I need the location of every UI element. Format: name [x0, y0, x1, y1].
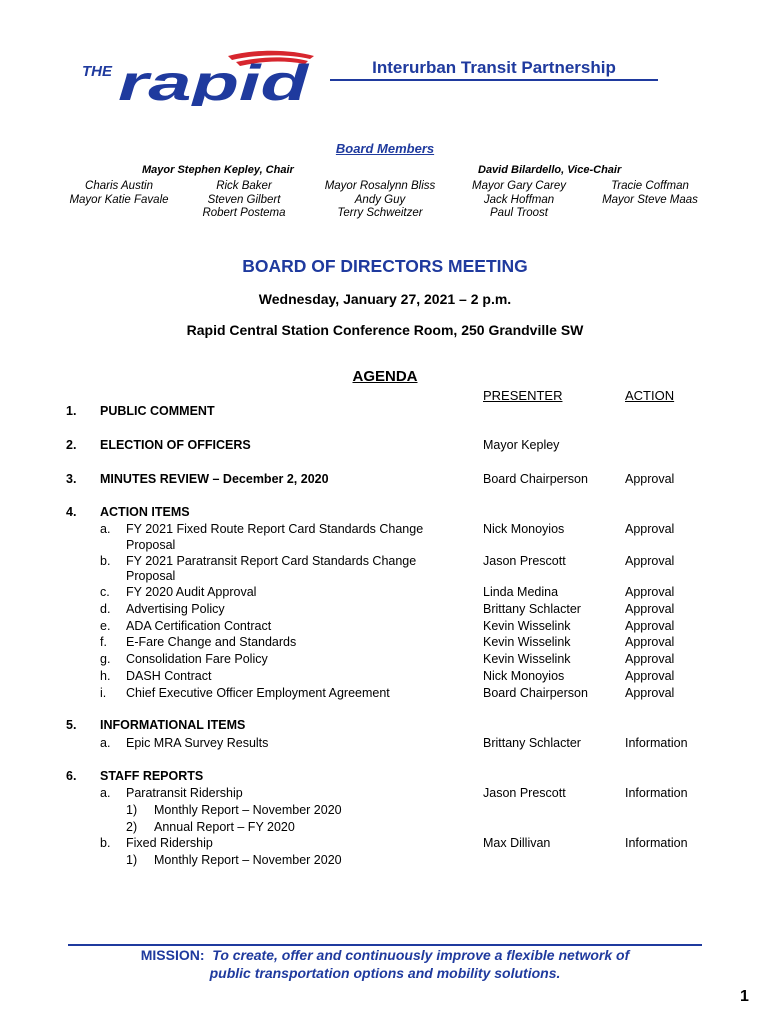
agenda-action: Information: [625, 786, 688, 800]
page-number: 1: [740, 988, 749, 1005]
subitem-text: Proposal: [126, 538, 176, 552]
agenda-presenter: Board Chairperson: [483, 472, 588, 486]
mission-line-2: [0, 965, 770, 981]
agenda-item-number: 6.: [66, 769, 77, 783]
agenda-presenter: Jason Prescott: [483, 786, 566, 800]
agenda-item-number: 2.: [66, 438, 77, 452]
board-column-1: [58, 180, 180, 207]
subitem-text: Proposal: [126, 569, 176, 583]
board-member: Steven Gilbert: [207, 193, 281, 206]
board-member: Mayor Rosalynn Bliss: [324, 180, 436, 192]
detail-number: 2): [126, 820, 138, 834]
subitem-letter: g.: [100, 652, 111, 666]
detail-text: Annual Report – FY 2020: [154, 820, 295, 834]
board-column-2: [184, 180, 304, 221]
agenda-item-title: INFORMATIONAL ITEMS: [100, 718, 246, 732]
subitem-text: Advertising Policy: [126, 602, 225, 616]
agenda-action: Approval: [625, 585, 675, 599]
meeting-title: BOARD OF DIRECTORS MEETING: [242, 256, 528, 276]
organization-title: Interurban Transit Partnership: [330, 58, 658, 81]
agenda-presenter: Brittany Schlacter: [483, 736, 581, 750]
meeting-datetime: Wednesday, January 27, 2021 – 2 p.m.: [258, 291, 512, 307]
agenda-presenter: Max Dillivan: [483, 836, 551, 850]
mission-label: MISSION:: [140, 947, 205, 963]
board-member: Jack Hoffman: [483, 193, 555, 206]
board-member: Robert Postema: [202, 207, 286, 219]
subitem-letter: a.: [100, 786, 111, 800]
subitem-text: Consolidation Fare Policy: [126, 652, 268, 666]
detail-text: Monthly Report – November 2020: [154, 853, 342, 867]
subitem-letter: b.: [100, 836, 111, 850]
agenda-item-number: 4.: [66, 505, 77, 519]
subitem-text: DASH Contract: [126, 669, 212, 683]
subitem-letter: h.: [100, 669, 111, 683]
agenda-presenter: Board Chairperson: [483, 686, 588, 700]
agenda-action: Approval: [625, 635, 675, 649]
agenda-action: Approval: [625, 472, 675, 486]
the-rapid-logo-graphic: [78, 50, 318, 106]
subitem-letter: a.: [100, 522, 111, 536]
board-member: Mayor Katie Favale: [69, 193, 169, 206]
mission-text: To create, offer and continuously improve a flexible network of: [212, 947, 630, 963]
agenda-action: Information: [625, 836, 688, 850]
subitem-text: Chief Executive Officer Employment Agreement: [126, 686, 390, 700]
agenda-presenter: Jason Prescott: [483, 554, 566, 568]
board-member: Tracie Coffman: [611, 180, 689, 192]
board-vice-chair: David Bilardello, Vice-Chair: [478, 164, 622, 176]
subitem-text: FY 2020 Audit Approval: [126, 585, 257, 599]
board-member: Charis Austin: [85, 180, 153, 192]
board-members-title: Board Members: [335, 141, 435, 156]
agenda-item-title: STAFF REPORTS: [100, 769, 204, 783]
board-member: Rick Baker: [216, 180, 272, 192]
board-member: Terry Schweitzer: [337, 207, 423, 219]
subitem-letter: f.: [100, 635, 107, 649]
subitem-text: FY 2021 Paratransit Report Card Standards Change: [126, 554, 417, 568]
agenda-action: Approval: [625, 686, 675, 700]
agenda-action: Approval: [625, 602, 675, 616]
agenda-presenter: Nick Monoyios: [483, 669, 565, 683]
subitem-text: ADA Certification Contract: [126, 619, 272, 633]
detail-number: 1): [126, 803, 138, 817]
svg-text:THE: THE: [82, 63, 112, 80]
action-header: ACTION: [625, 388, 675, 403]
agenda-action: Approval: [625, 652, 675, 666]
agenda-item-title: ACTION ITEMS: [100, 505, 190, 519]
agenda-action: Information: [625, 736, 688, 750]
agenda-item-number: 1.: [66, 404, 77, 418]
board-column-4: [460, 180, 578, 221]
agenda-item-number: 5.: [66, 718, 77, 732]
board-member: Mayor Steve Maas: [602, 193, 698, 206]
agenda-item-title: PUBLIC COMMENT: [100, 404, 215, 418]
agenda-item-title: ELECTION OF OFFICERS: [100, 438, 251, 452]
subitem-text: Fixed Ridership: [126, 836, 213, 850]
subitem-letter: e.: [100, 619, 111, 633]
agenda-presenter: Brittany Schlacter: [483, 602, 581, 616]
board-column-3: [316, 180, 444, 221]
mission-line-1: [0, 947, 770, 963]
detail-text: Monthly Report – November 2020: [154, 803, 342, 817]
subitem-letter: i.: [100, 686, 107, 700]
subitem-letter: c.: [100, 585, 110, 599]
mission-text: public transportation options and mobility solutions.: [209, 965, 561, 981]
presenter-header: PRESENTER: [483, 388, 563, 403]
svg-text:rapid: rapid: [118, 55, 311, 106]
agenda-item-title: MINUTES REVIEW – December 2, 2020: [100, 472, 329, 486]
subitem-text: Paratransit Ridership: [126, 786, 243, 800]
agenda-title: AGENDA: [352, 368, 418, 385]
subitem-text: Epic MRA Survey Results: [126, 736, 269, 750]
subitem-letter: d.: [100, 602, 111, 616]
detail-number: 1): [126, 853, 138, 867]
agenda-action: Approval: [625, 669, 675, 683]
board-member: Mayor Gary Carey: [472, 180, 566, 192]
subitem-text: E-Fare Change and Standards: [126, 635, 297, 649]
agenda-action: Approval: [625, 522, 675, 536]
agenda-presenter: Mayor Kepley: [483, 438, 560, 452]
subitem-letter: a.: [100, 736, 111, 750]
the-rapid-logo: [78, 50, 318, 106]
agenda-presenter: Kevin Wisselink: [483, 635, 571, 649]
board-member: Paul Troost: [490, 207, 548, 219]
board-member: Andy Guy: [354, 193, 406, 206]
agenda-presenter: Linda Medina: [483, 585, 559, 599]
board-chair: Mayor Stephen Kepley, Chair: [142, 164, 294, 176]
board-column-5: [592, 180, 708, 207]
agenda-action: Approval: [625, 619, 675, 633]
meeting-location: Rapid Central Station Conference Room, 250 Grandville SW: [186, 322, 584, 338]
mission-divider: [68, 944, 702, 946]
agenda-presenter: Kevin Wisselink: [483, 652, 571, 666]
subitem-text: FY 2021 Fixed Route Report Card Standards Change: [126, 522, 424, 536]
agenda-action: Approval: [625, 554, 675, 568]
agenda-presenter: Nick Monoyios: [483, 522, 565, 536]
agenda-presenter: Kevin Wisselink: [483, 619, 571, 633]
agenda-item-number: 3.: [66, 472, 77, 486]
subitem-letter: b.: [100, 554, 111, 568]
